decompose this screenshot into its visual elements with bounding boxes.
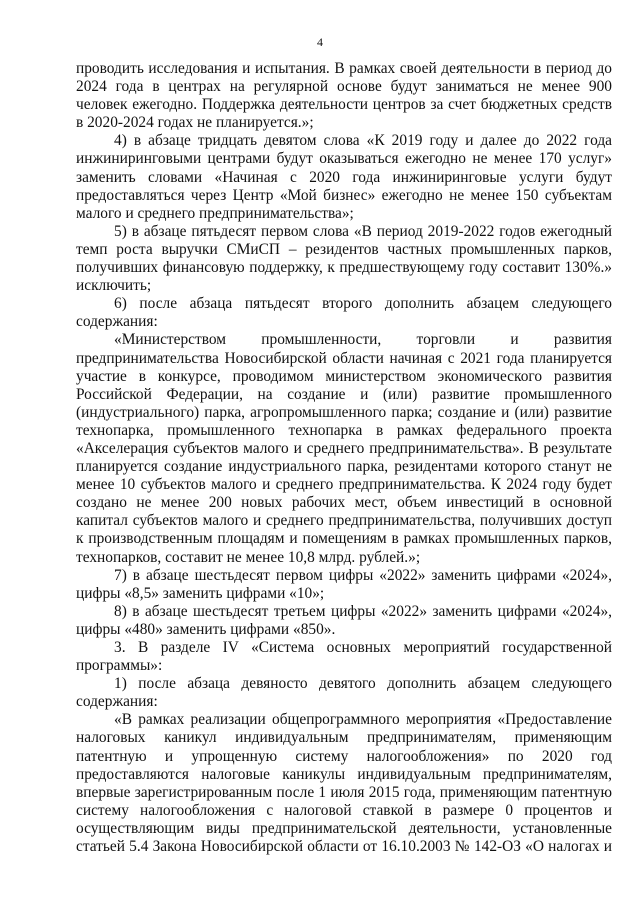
paragraph: «Министерством промышленности, торговли и развития предпринимательства Новосибирской области начиная с 2021 года планируется участие в конкурсе, проводимом министерством экономического развития Российской Федерации, на создание и (или) развитие промышленного (индустриального) парка, агропромышленного парка; создание и (или) развитие технопарка, промышленного технопарка в рамках федерального проекта «Акселерация субъектов малого и среднего предпринимательства». В результате планируется создание индустриального парка, резидентами которого станут не менее 10 субъектов малого и среднего предпринимательства. К 2024 году будет создано не менее 200 новых рабочих мест, объем инвестиций в основной капитал субъектов малого и среднего предпринимательства, получивших доступ к производственным площадям и помещениям в рамках промышленных парков, технопарков, составит не менее 10,8 млрд. рублей.»; <box>76 331 612 566</box>
page-number: 4 <box>317 35 323 49</box>
paragraph: 4) в абзаце тридцать девятом слова «К 2019 году и далее до 2022 года инжиниринговыми центрами будут оказываться ежегодно не менее 170 услуг» заменить словами «Начиная с 2020 года инжиниринговые услуги будут предоставляться через Центр «Мой бизнес» ежегодно не менее 150 субъектам малого и среднего предпринимательства»; <box>76 132 612 222</box>
paragraph: проводить исследования и испытания. В рамках своей деятельности в период до 2024 года в центрах на регулярной основе будут заниматься не менее 900 человек ежегодно. Поддержка деятельности центров за счет бюджетных средств в 2020-2024 годах не планируется.»; <box>76 60 612 132</box>
document-body <box>76 60 612 856</box>
paragraph: 8) в абзаце шестьдесят третьем цифры «2022» заменить цифрами «2024», цифры «480» заменить цифрами «850». <box>76 602 612 638</box>
paragraph: «В рамках реализации общепрограммного мероприятия «Предоставление налоговых каникул индивидуальным предпринимателям, применяющим патентную и упрощенную систему налогообложения» по 2020 год предоставляются налоговые каникулы индивидуальным предпринимателям, впервые зарегистрированным после 1 июля 2015 года, применяющим патентную систему налогообложения с налоговой ставкой в размере 0 процентов и осуществляющим виды предпринимательской деятельности, установленные статьей 5.4 Закона Новосибирской области от 16.10.2003 № 142-ОЗ «О налогах и <box>76 711 612 856</box>
paragraph: 7) в абзаце шестьдесят первом цифры «2022» заменить цифрами «2024», цифры «8,5» заменить цифрами «10»; <box>76 566 612 602</box>
paragraph: 3. В разделе IV «Система основных мероприятий государственной программы»: <box>76 639 612 675</box>
paragraph: 6) после абзаца пятьдесят второго дополнить абзацем следующего содержания: <box>76 295 612 331</box>
paragraph: 1) после абзаца девяносто девятого дополнить абзацем следующего содержания: <box>76 675 612 711</box>
paragraph: 5) в абзаце пятьдесят первом слова «В период 2019-2022 годов ежегодный темп роста выручки СМиСП – резидентов частных промышленных парков, получивших финансовую поддержку, к предшествующему году составит 130%.» исключить; <box>76 222 612 295</box>
